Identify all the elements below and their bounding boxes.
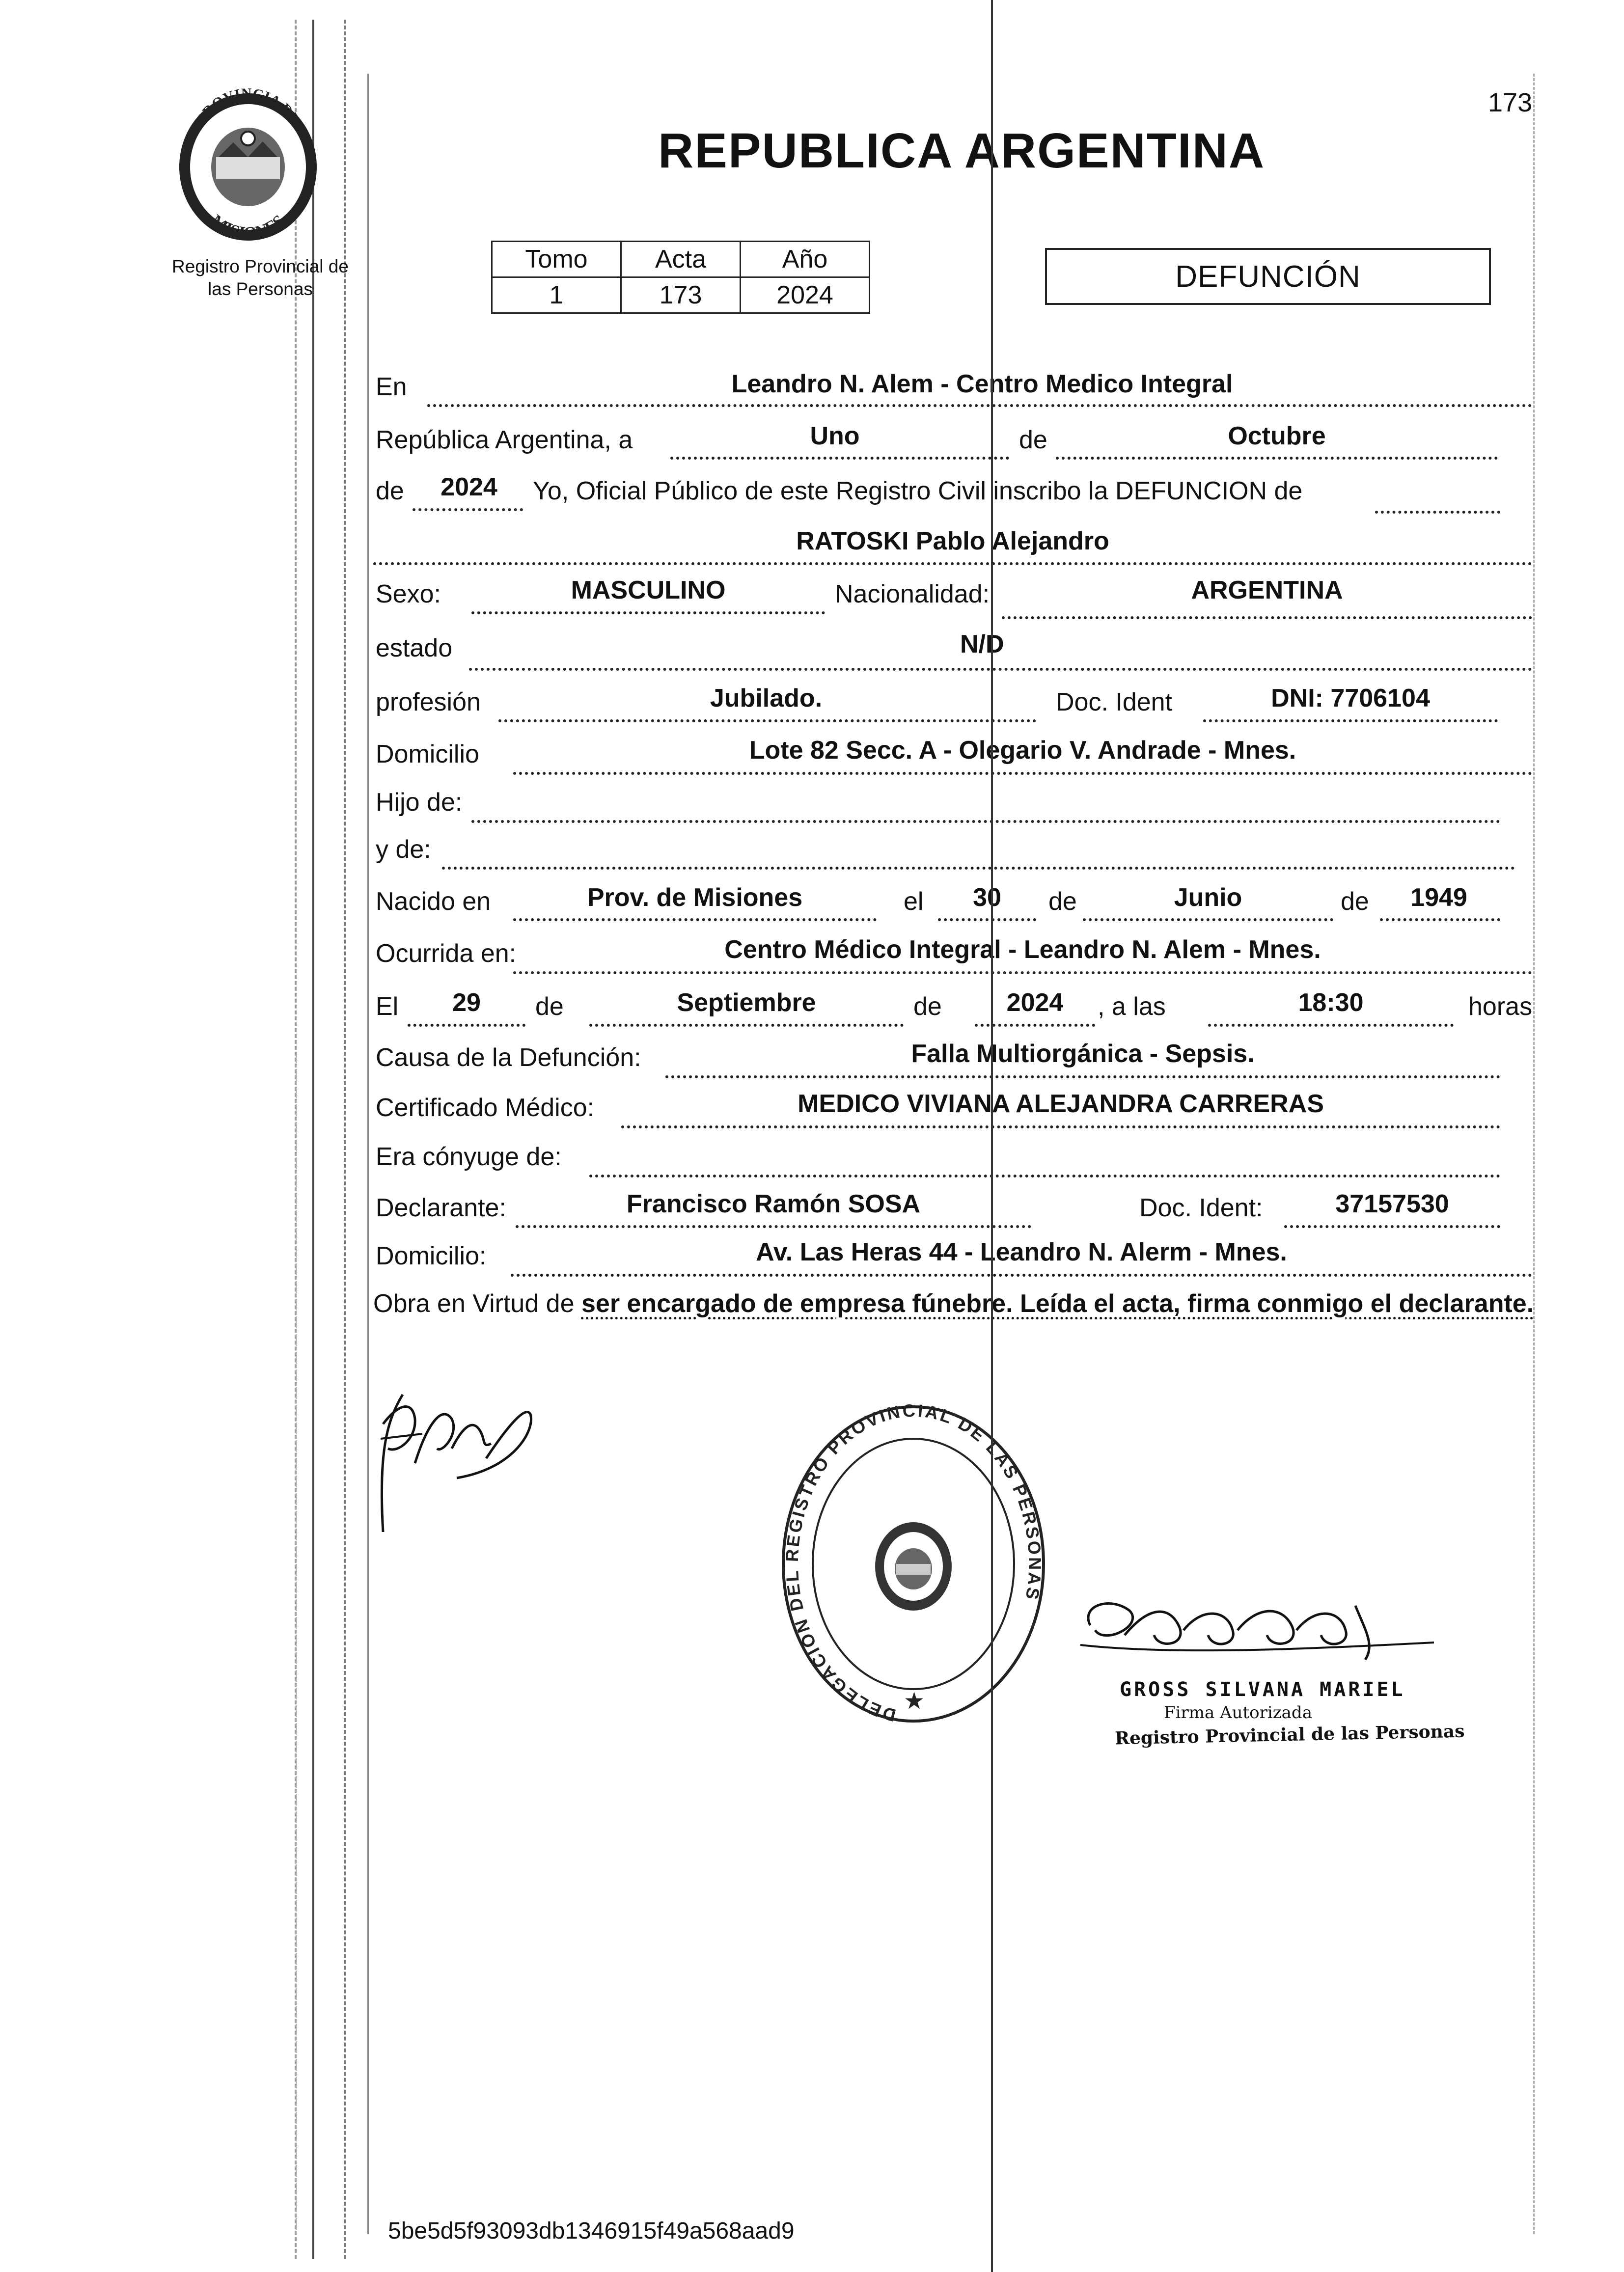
dotted-line [589, 1024, 904, 1027]
declarante-value: Francisco Ramón SOSA [626, 1190, 921, 1218]
inscribo-text: Yo, Oficial Público de este Registro Civil inscribo la DEFUNCION de [533, 477, 1303, 505]
alas-label: , a las [1098, 992, 1166, 1021]
emblem-bottom-text: MISIONES [208, 211, 288, 243]
profesion-value: Jubilado. [710, 684, 823, 712]
anio-header: Año [741, 242, 870, 277]
dotted-line [513, 918, 877, 921]
anio-value: 2024 [741, 277, 870, 313]
sexo-value: MASCULINO [571, 576, 726, 604]
doc-label: Doc. Ident [1056, 688, 1173, 716]
dia-value: Uno [810, 422, 860, 450]
domicilio2-label: Domicilio: [376, 1242, 487, 1270]
mes-value: Octubre [1228, 422, 1326, 450]
acta-value: 173 [621, 277, 741, 313]
domicilio-value: Lote 82 Secc. A - Olegario V. Andrade - Mnes. [749, 736, 1296, 765]
left-margin-dashed-line [344, 20, 346, 2259]
dotted-line [513, 772, 1532, 775]
def-mes-value: Septiembre [677, 988, 816, 1017]
dotted-line [513, 971, 1532, 974]
signer-role: Firma Autorizada [1164, 1703, 1312, 1723]
estado-value: N/D [960, 630, 1004, 658]
ocurrida-label: Ocurrida en: [376, 939, 517, 968]
star-icon: ★ [904, 1688, 925, 1714]
certificado-label: Certificado Médico: [376, 1094, 595, 1122]
left-margin-dashed-line [296, 1056, 297, 2234]
yde-label: y de: [376, 835, 431, 864]
document-hash: 5be5d5f93093db1346915f49a568aad9 [388, 2218, 795, 2244]
acta-header: Acta [621, 242, 741, 277]
registry-label-line2: las Personas [208, 279, 313, 299]
anio-prefix-label: de [376, 477, 404, 505]
certificado-value: MEDICO VIVIANA ALEJANDRA CARRERAS [798, 1090, 1324, 1118]
dotted-line [511, 1274, 1532, 1277]
right-margin-line [1533, 74, 1535, 2234]
def-anio-value: 2024 [1006, 988, 1064, 1017]
def-de1-label: de [535, 992, 564, 1021]
el-label: el [904, 887, 924, 916]
dotted-line [1375, 511, 1500, 514]
nacionalidad-label: Nacionalidad: [835, 580, 990, 608]
form-margin-line [367, 74, 369, 2234]
tomo-value: 1 [492, 277, 621, 313]
causa-label: Causa de la Defunción: [376, 1043, 641, 1072]
def-dia-value: 29 [452, 988, 481, 1017]
dotted-line [442, 867, 1515, 870]
doc2-label: Doc. Ident: [1139, 1194, 1263, 1222]
declarante-label: Declarante: [376, 1194, 506, 1222]
nacionalidad-value: ARGENTINA [1191, 576, 1343, 604]
deceased-name-value: RATOSKI Pablo Alejandro [796, 527, 1109, 555]
registry-label-line1: Registro Provincial de [172, 256, 349, 276]
province-emblem-icon [172, 83, 324, 246]
stamp-ring-text: DELEGACION DEL REGISTRO PROVINCIAL DE LAS PERSONAS [781, 1400, 1046, 1726]
obra-value: ser encargado de empresa fúnebre. Leída el acta, firma conmigo el declarante. [581, 1289, 1534, 1318]
domicilio-label: Domicilio [376, 740, 479, 768]
dotted-line [1284, 1225, 1500, 1228]
estado-label: estado [376, 634, 453, 662]
republica-label: República Argentina, a [376, 426, 633, 454]
dotted-line [498, 719, 1036, 722]
horas-label: horas [1468, 992, 1533, 1021]
doc-value: DNI: 7706104 [1271, 684, 1430, 712]
dotted-line [665, 1075, 1500, 1078]
dotted-line [413, 508, 523, 511]
registry-stamp [776, 1399, 1051, 1733]
en-label: En [376, 373, 407, 401]
obra-paragraph [373, 1287, 1535, 1320]
signer-registry: Registro Provincial de las Personas [1114, 1721, 1465, 1749]
nac-mes-value: Junio [1174, 883, 1242, 912]
obra-label: Obra en Virtud de [373, 1289, 575, 1318]
doc2-value: 37157530 [1335, 1190, 1449, 1218]
dotted-line [469, 668, 1532, 671]
nacido-label: Nacido en [376, 887, 491, 916]
official-signature [1071, 1586, 1439, 1674]
dotted-line [1083, 918, 1333, 921]
def-de2-label: de [913, 992, 942, 1021]
de-label: de [1019, 426, 1047, 454]
nac-de1-label: de [1048, 887, 1077, 916]
reference-value-row [492, 277, 870, 313]
fold-line [991, 0, 993, 2272]
dotted-line [670, 457, 1009, 460]
nac-dia-value: 30 [973, 883, 1001, 912]
dotted-line [373, 562, 1532, 565]
left-margin-line [312, 20, 314, 2259]
dotted-line [516, 1225, 1031, 1228]
nac-de2-label: de [1341, 887, 1369, 916]
profesion-label: profesión [376, 688, 481, 716]
dotted-line [471, 820, 1500, 823]
dotted-line [471, 611, 825, 614]
dotted-line [1203, 719, 1498, 722]
page-title: REPUBLICA ARGENTINA [658, 123, 1266, 178]
anio-value: 2024 [440, 473, 497, 501]
reference-table [491, 241, 870, 314]
conyuge-label: Era cónyuge de: [376, 1143, 562, 1171]
page-number: 173 [1488, 88, 1533, 117]
declarant-signature [368, 1375, 545, 1542]
dotted-line [408, 1024, 525, 1027]
dotted-line [938, 918, 1036, 921]
dotted-line [1380, 918, 1500, 921]
dotted-line [621, 1125, 1500, 1128]
signer-name: GROSS SILVANA MARIEL [1120, 1678, 1405, 1701]
sexo-label: Sexo: [376, 580, 441, 608]
nac-anio-value: 1949 [1410, 883, 1467, 912]
hora-value: 18:30 [1298, 988, 1364, 1017]
emblem-top-text: PROVINCIA DE [193, 85, 303, 127]
hijo-label: Hijo de: [376, 788, 463, 817]
dotted-line [427, 404, 1532, 407]
en-value: Leandro N. Alem - Centro Medico Integral [731, 370, 1233, 398]
tomo-header: Tomo [492, 242, 621, 277]
reference-header-row [492, 242, 870, 277]
ocurrida-value: Centro Médico Integral - Leandro N. Alem - Mnes. [724, 935, 1321, 964]
causa-value: Falla Multiorgánica - Sepsis. [911, 1040, 1255, 1068]
document-type-box: DEFUNCIÓN [1045, 248, 1491, 305]
nacido-value: Prov. de Misiones [587, 883, 803, 912]
domicilio2-value: Av. Las Heras 44 - Leandro N. Alerm - Mnes. [756, 1238, 1287, 1266]
el2-label: El [376, 992, 399, 1021]
dotted-line [1208, 1024, 1454, 1027]
dotted-line [1002, 616, 1532, 619]
registry-label [147, 255, 373, 301]
stamp-emblem-icon [875, 1522, 952, 1611]
dotted-line [589, 1175, 1500, 1177]
dotted-line [1056, 457, 1498, 460]
